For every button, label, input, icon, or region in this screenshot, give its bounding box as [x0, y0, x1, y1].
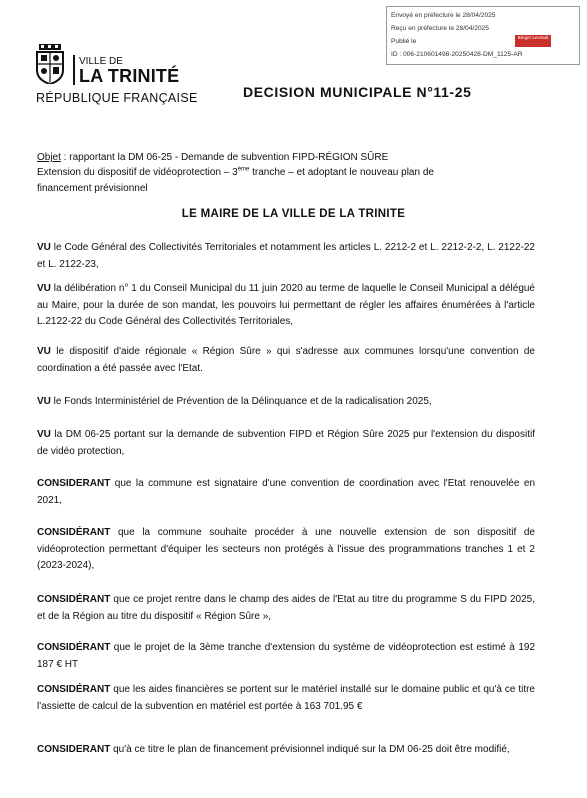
paragraph-text: que la commune souhaite procéder à une nouvelle extension de son dispositif de vidéoprotection permettant d'équiper les secteurs non protégés à l'issue des programmations tranches 1 et 2 (2023-2024), [37, 527, 535, 572]
objet-text [37, 150, 535, 196]
objet-line3: financement prévisionnel [37, 182, 148, 194]
paragraph [37, 525, 535, 575]
paragraph-lead: VU [37, 346, 51, 357]
objet-line2-sup: ème [237, 167, 250, 174]
objet-label: Objet [37, 152, 61, 163]
republique-label: RÉPUBLIQUE FRANÇAISE [36, 91, 198, 105]
paragraph-text: le Code Général des Collectivités Territoriales et notamment les articles L. 2212-2 et L. 2212-2-2, L. 2122-22 et L. 2122-23, [37, 242, 535, 270]
paragraph-lead: CONSIDÉRANT [37, 642, 111, 653]
document-title: DECISION MUNICIPALE N°11-25 [243, 84, 472, 100]
paragraph [37, 742, 535, 759]
objet-block [37, 150, 535, 196]
stamp-line: Reçu en préfecture le 28/04/2025 [391, 25, 489, 32]
paragraph [37, 344, 535, 377]
paragraph [37, 682, 535, 715]
objet-line2-pre: Extension du dispositif de vidéoprotection – 3 [37, 167, 238, 179]
city-name: LA TRINITÉ [79, 66, 180, 86]
maire-heading: LE MAIRE DE LA VILLE DE LA TRINITE [181, 208, 406, 220]
paragraph-lead: CONSIDERANT [37, 478, 111, 489]
city-crest-icon [36, 44, 64, 84]
paragraph [37, 640, 535, 673]
paragraph-lead: CONSIDÉRANT [37, 594, 111, 605]
paragraph [37, 281, 535, 331]
paragraph-lead: VU [37, 396, 51, 407]
paragraph-lead: VU [37, 429, 51, 440]
berger-levrault-logo: Berger Levrault [515, 35, 551, 47]
paragraph-lead: CONSIDÉRANT [37, 527, 111, 538]
paragraph-lead: CONSIDÉRANT [37, 684, 111, 695]
paragraph [37, 240, 535, 273]
objet-line1: : rapportant la DM 06-25 - Demande de subvention FIPD-RÉGION SÛRE [60, 152, 389, 163]
paragraph [37, 476, 535, 509]
paragraph [37, 592, 535, 625]
paragraph-text: la délibération n° 1 du Conseil Municipal du 11 juin 2020 au terme de laquelle le Conseil Municipal a délégué au Maire, pour la durée de son mandat, les pouvoirs lui permettant de régler les affaires énumérées à l'article L.2122-22 du Code Général des Collectivités Territoriales, [37, 283, 535, 328]
paragraph [37, 394, 535, 411]
paragraph-text: que les aides financières se portent sur le matériel installé sur le domaine public et qu'à ce titre l'assiette de calcul de la subvention en matériel est portée à 163 701.95 € [37, 684, 535, 712]
paragraph-text: que le projet de la 3ème tranche d'extension du système de vidéoprotection est estimé à 192 187 € HT [37, 642, 535, 670]
paragraph [37, 427, 535, 460]
paragraph-lead: VU [37, 283, 51, 294]
paragraph-text: le dispositif d'aide régionale « Région Sûre » qui s'adresse aux communes lorsqu'une convention de coordination a été passée avec l'Etat. [37, 346, 535, 374]
stamp-line: ID : 006-210601498-20250428-DM_1125-AR [391, 51, 523, 58]
paragraph-text: le Fonds Interministériel de Prévention de la Délinquance et de la radicalisation 2025, [50, 396, 432, 407]
prefecture-stamp [386, 6, 580, 65]
paragraph-text: que ce projet rentre dans le champ des aides de l'Etat au titre du programme S du FIPD 2025, et de la Région au titre du dispositif « Région Sûre », [37, 594, 535, 622]
paragraph-text: la DM 06-25 portant sur la demande de subvention FIPD et Région Sûre 2025 pur l'extension du dispositif de vidéo protection, [37, 429, 535, 457]
paragraph-text: qu'à ce titre le plan de financement prévisionnel indiqué sur la DM 06-25 doit être modifié, [110, 744, 510, 755]
stamp-line: Publié le [391, 38, 417, 45]
objet-line2-post: tranche – et adoptant le nouveau plan de [249, 167, 434, 179]
paragraph-lead: VU [37, 242, 51, 253]
paragraph-text: que la commune est signataire d'une convention de coordination avec l'Etat renouvelée en 2021, [37, 478, 535, 506]
paragraph-lead: CONSIDERANT [37, 744, 111, 755]
ville-de-label: VILLE DE [79, 56, 123, 67]
header-divider [73, 55, 75, 85]
stamp-line: Envoyé en préfecture le 28/04/2025 [391, 12, 496, 19]
